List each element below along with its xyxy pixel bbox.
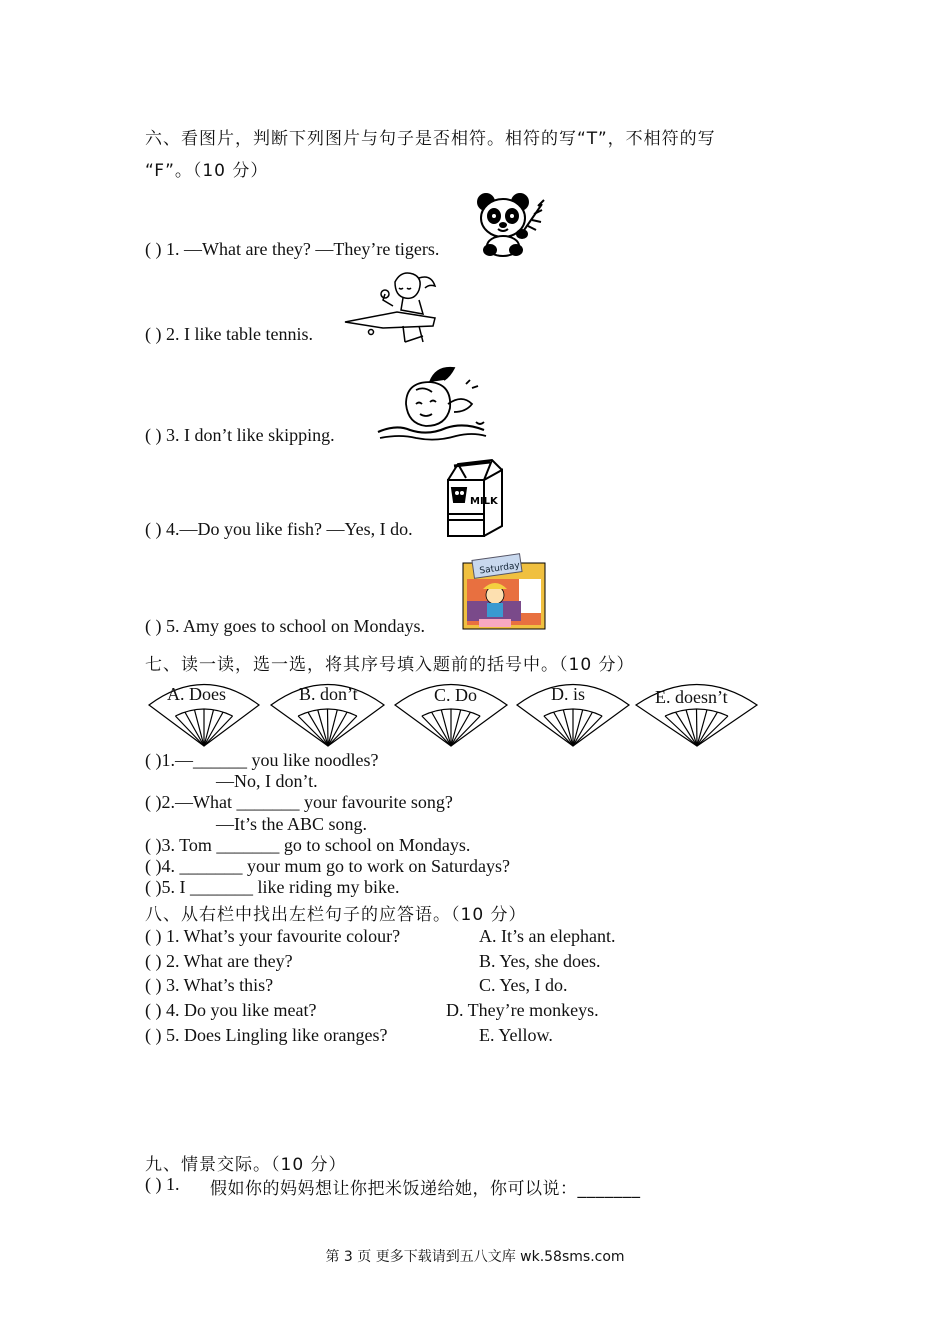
s7-line-1: ( )1.—______ you like noodles? [145,750,379,770]
page-footer: 第 3 页 更多下载请到五八文库 wk.58sms.com [325,1249,625,1265]
milk-label: MILK [470,496,498,507]
saturday-label: Saturday [478,560,521,577]
s7-line-4: —It’s the ABC song. [216,814,368,834]
s6-item-5: ( ) 5. Amy goes to school on Mondays. [145,616,425,636]
s9-q1-prefix: ( ) 1. [145,1174,180,1194]
s6-item-3: ( ) 3. I don’t like skipping. [145,425,335,445]
section8-heading: 八、从右栏中找出左栏句子的应答语。（10 分） [145,905,527,925]
section9-heading: 九、情景交际。（10 分） [145,1155,347,1175]
section7-heading: 七、读一读，选一选，将其序号填入题前的括号中。（10 分） [145,655,635,675]
s8-right-d: D. They’re monkeys. [446,1000,599,1020]
option-c: C. Do [434,685,478,705]
s6-item-4: ( ) 4.—Do you like fish? —Yes, I do. [145,519,413,539]
s8-left-5: ( ) 5. Does Lingling like oranges? [145,1025,388,1045]
s7-line-5: ( )3. Tom _______ go to school on Mondays. [145,835,471,855]
s8-right-c: C. Yes, I do. [479,975,568,995]
option-b: B. don’t [299,684,358,704]
s9-q1-text: 假如你的妈妈想让你把米饭递给她，你可以说：_______ [210,1179,641,1199]
s8-left-4: ( ) 4. Do you like meat? [145,1000,317,1020]
s8-left-1: ( ) 1. What’s your favourite colour? [145,926,401,946]
section6-heading-line1: 六、看图片，判断下列图片与句子是否相符。相符的写“T”，不相符的写 [145,129,716,149]
s8-left-3: ( ) 3. What’s this? [145,975,274,995]
s8-right-b: B. Yes, she does. [479,951,601,971]
option-e: E. doesn’t [655,687,728,707]
s7-line-3: ( )2.—What _______ your favourite song? [145,792,453,812]
s8-right-e: E. Yellow. [479,1025,553,1045]
option-d: D. is [551,684,586,704]
s6-item-1: ( ) 1. —What are they? —They’re tigers. [145,239,440,259]
option-a: A. Does [167,684,226,704]
s7-line-2: —No, I don’t. [216,771,318,791]
s6-item-2: ( ) 2. I like table tennis. [145,324,313,344]
s8-right-a: A. It’s an elephant. [479,926,616,946]
section6-heading-line2: “F”。（10 分） [145,161,269,181]
s7-line-7: ( )5. I _______ like riding my bike. [145,877,400,897]
s8-left-2: ( ) 2. What are they? [145,951,293,971]
s7-line-6: ( )4. _______ your mum go to work on Saturdays? [145,856,510,876]
